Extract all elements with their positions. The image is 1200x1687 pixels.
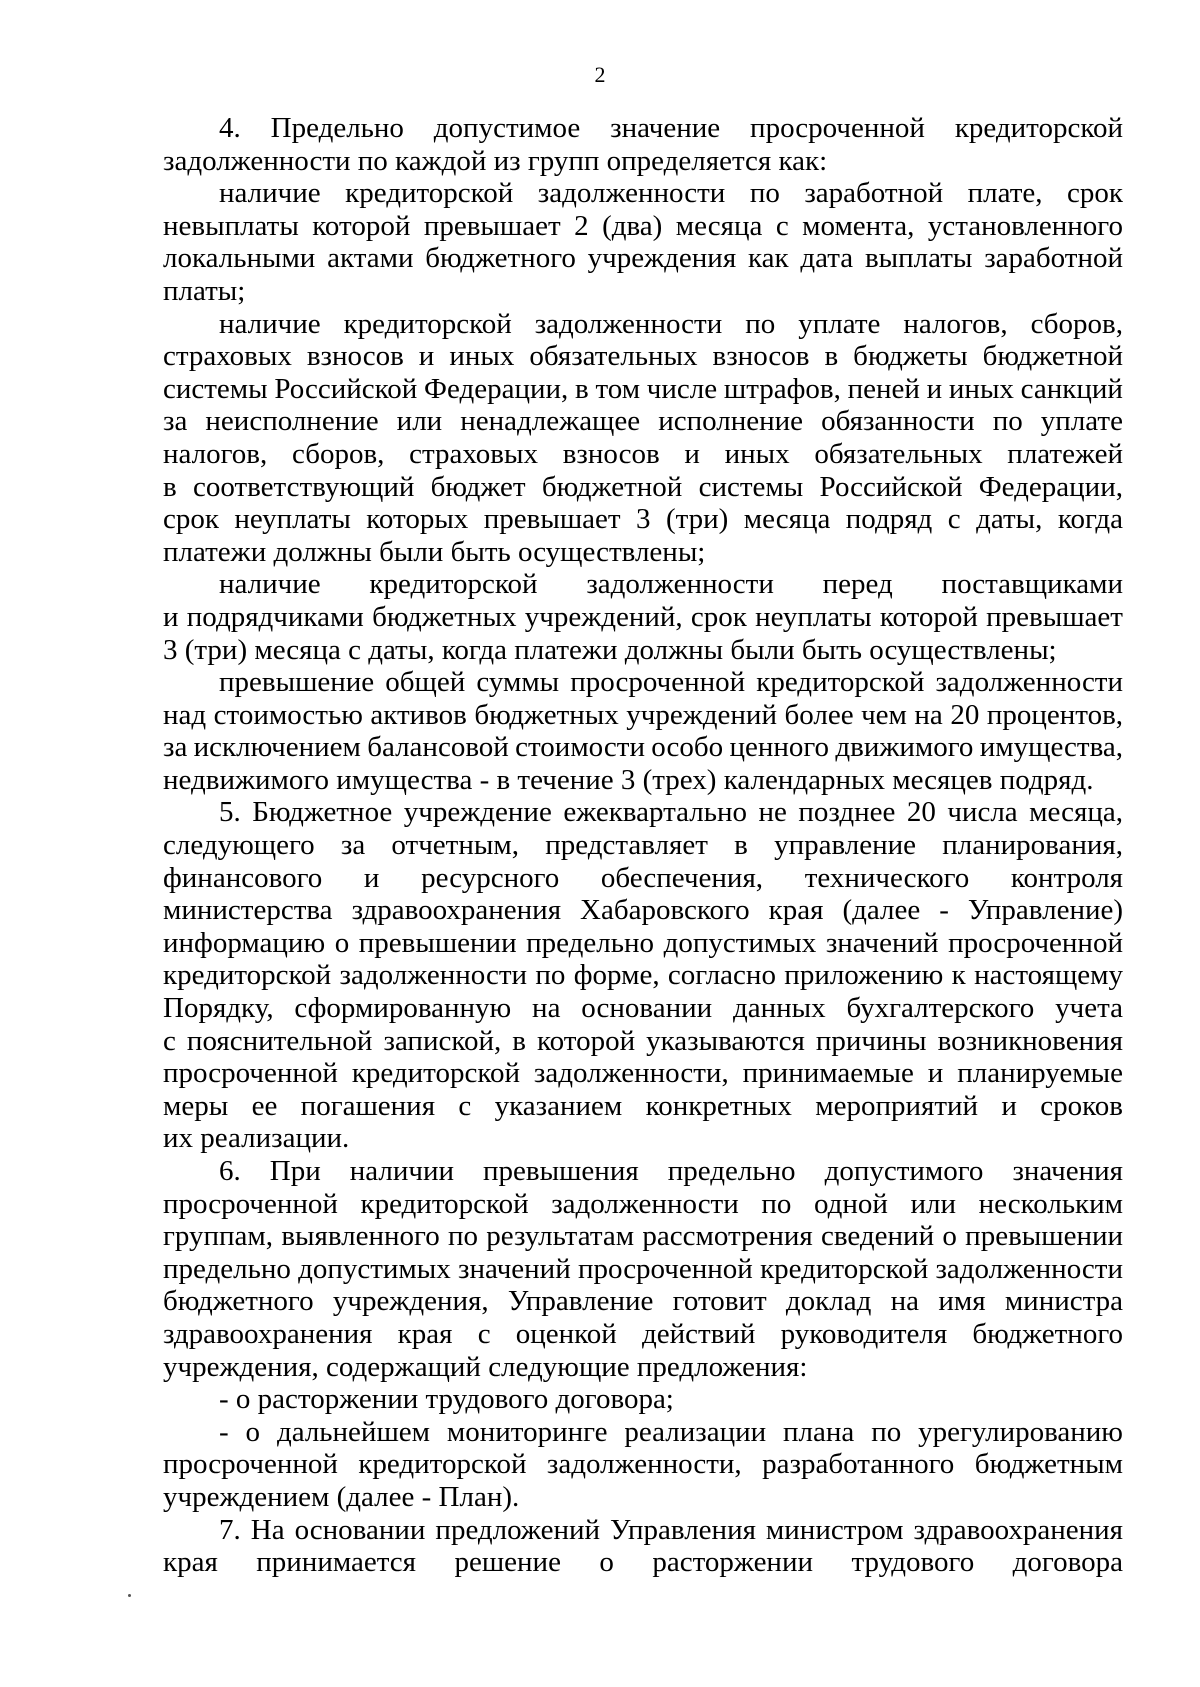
text-line: учреждением (далее - План). xyxy=(163,1480,520,1513)
text-line: Порядку, сформированную на основании данных бухгалтерского учета xyxy=(163,992,1123,1025)
text-line: системы Российской Федерации, в том числе штрафов, пеней и иных санкций xyxy=(163,372,1123,405)
text-line: меры ее погашения с указанием конкретных мероприятий и сроков xyxy=(163,1089,1123,1122)
text-line: просроченной кредиторской задолженности по одной или нескольким xyxy=(163,1187,1124,1220)
text-line: министерства здравоохранения Хабаровского края (далее - Управление) xyxy=(163,894,1124,927)
text-line: информацию о превышении предельно допустимых значений просроченной xyxy=(163,926,1123,959)
text-line: срок неуплаты которых превышает 3 (три) месяца подряд с даты, когда xyxy=(163,503,1124,536)
page-number: 2 xyxy=(594,62,606,87)
text-line: за исключением балансовой стоимости особо ценного движимого имущества, xyxy=(163,731,1124,764)
text-line: наличие кредиторской задолженности по уплате налогов, сборов, xyxy=(219,307,1124,340)
text-line: в соответствующий бюджет бюджетной системы Российской Федерации, xyxy=(163,470,1123,503)
text-line: за неисполнение или ненадлежащее исполнение обязанности по уплате xyxy=(163,405,1123,438)
text-line: здравоохранения края с оценкой действий руководителя бюджетного xyxy=(163,1317,1123,1350)
text-line: платежи должны были быть осуществлены; xyxy=(163,535,706,568)
text-line: кредиторской задолженности по форме, согласно приложению к настоящему xyxy=(163,959,1123,992)
text-line: просроченной кредиторской задолженности, разработанного бюджетным xyxy=(163,1448,1124,1481)
text-line: следующего за отчетным, представляет в управление планирования, xyxy=(163,829,1123,862)
text-line: наличие кредиторской задолженности по заработной плате, срок xyxy=(219,177,1124,210)
text-line: их реализации. xyxy=(163,1122,350,1155)
text-line: края принимается решение о расторжении трудового договора xyxy=(163,1546,1123,1579)
text-line: с пояснительной запиской, в которой указываются причины возникновения xyxy=(163,1024,1123,1057)
text-line: финансового и ресурсного обеспечения, технического контроля xyxy=(163,861,1123,894)
text-line: превышение общей суммы просроченной кредиторской задолженности xyxy=(219,666,1124,699)
text-line: 3 (три) месяца с даты, когда платежи должны были быть осуществлены; xyxy=(163,633,1057,666)
document-body xyxy=(163,112,1123,1579)
text-line: 5. Бюджетное учреждение ежеквартально не позднее 20 числа месяца, xyxy=(219,796,1123,829)
text-line: 4. Предельно допустимое значение просроченной кредиторской xyxy=(219,112,1123,144)
text-line: бюджетного учреждения, Управление готовит доклад на имя министра xyxy=(163,1285,1124,1318)
text-line: невыплаты которой превышает 2 (два) месяца с момента, установленного xyxy=(163,209,1123,242)
text-line: недвижимого имущества - в течение 3 (трех) календарных месяцев подряд. xyxy=(163,763,1094,796)
text-line: группам, выявленного по результатам рассмотрения сведений о превышении xyxy=(163,1220,1124,1253)
text-line: страховых взносов и иных обязательных взносов в бюджеты бюджетной xyxy=(163,340,1124,373)
text-line: над стоимостью активов бюджетных учреждений более чем на 20 процентов, xyxy=(163,698,1124,731)
text-line: задолженности по каждой из групп определяется как: xyxy=(163,144,828,177)
text-line: и подрядчиками бюджетных учреждений, срок неуплаты которой превышает xyxy=(163,600,1123,633)
text-line: просроченной кредиторской задолженности, принимаемые и планируемые xyxy=(163,1057,1123,1090)
text-line: предельно допустимых значений просроченной кредиторской задолженности xyxy=(163,1252,1123,1285)
text-line: наличие кредиторской задолженности перед поставщиками xyxy=(219,568,1123,601)
text-line: 7. На основании предложений Управления министром здравоохранения xyxy=(219,1513,1124,1546)
text-line: учреждения, содержащий следующие предложения: xyxy=(163,1350,808,1383)
text-line: - о расторжении трудового договора; xyxy=(219,1383,674,1416)
scan-speck xyxy=(128,1594,131,1597)
text-line: локальными актами бюджетного учреждения как дата выплаты заработной xyxy=(163,242,1123,275)
text-line: 6. При наличии превышения предельно допустимого значения xyxy=(219,1155,1123,1187)
text-line: - о дальнейшем мониторинге реализации плана по урегулированию xyxy=(219,1415,1123,1448)
text-line: налогов, сборов, страховых взносов и иных обязательных платежей xyxy=(163,437,1124,470)
text-line: платы; xyxy=(163,274,246,307)
